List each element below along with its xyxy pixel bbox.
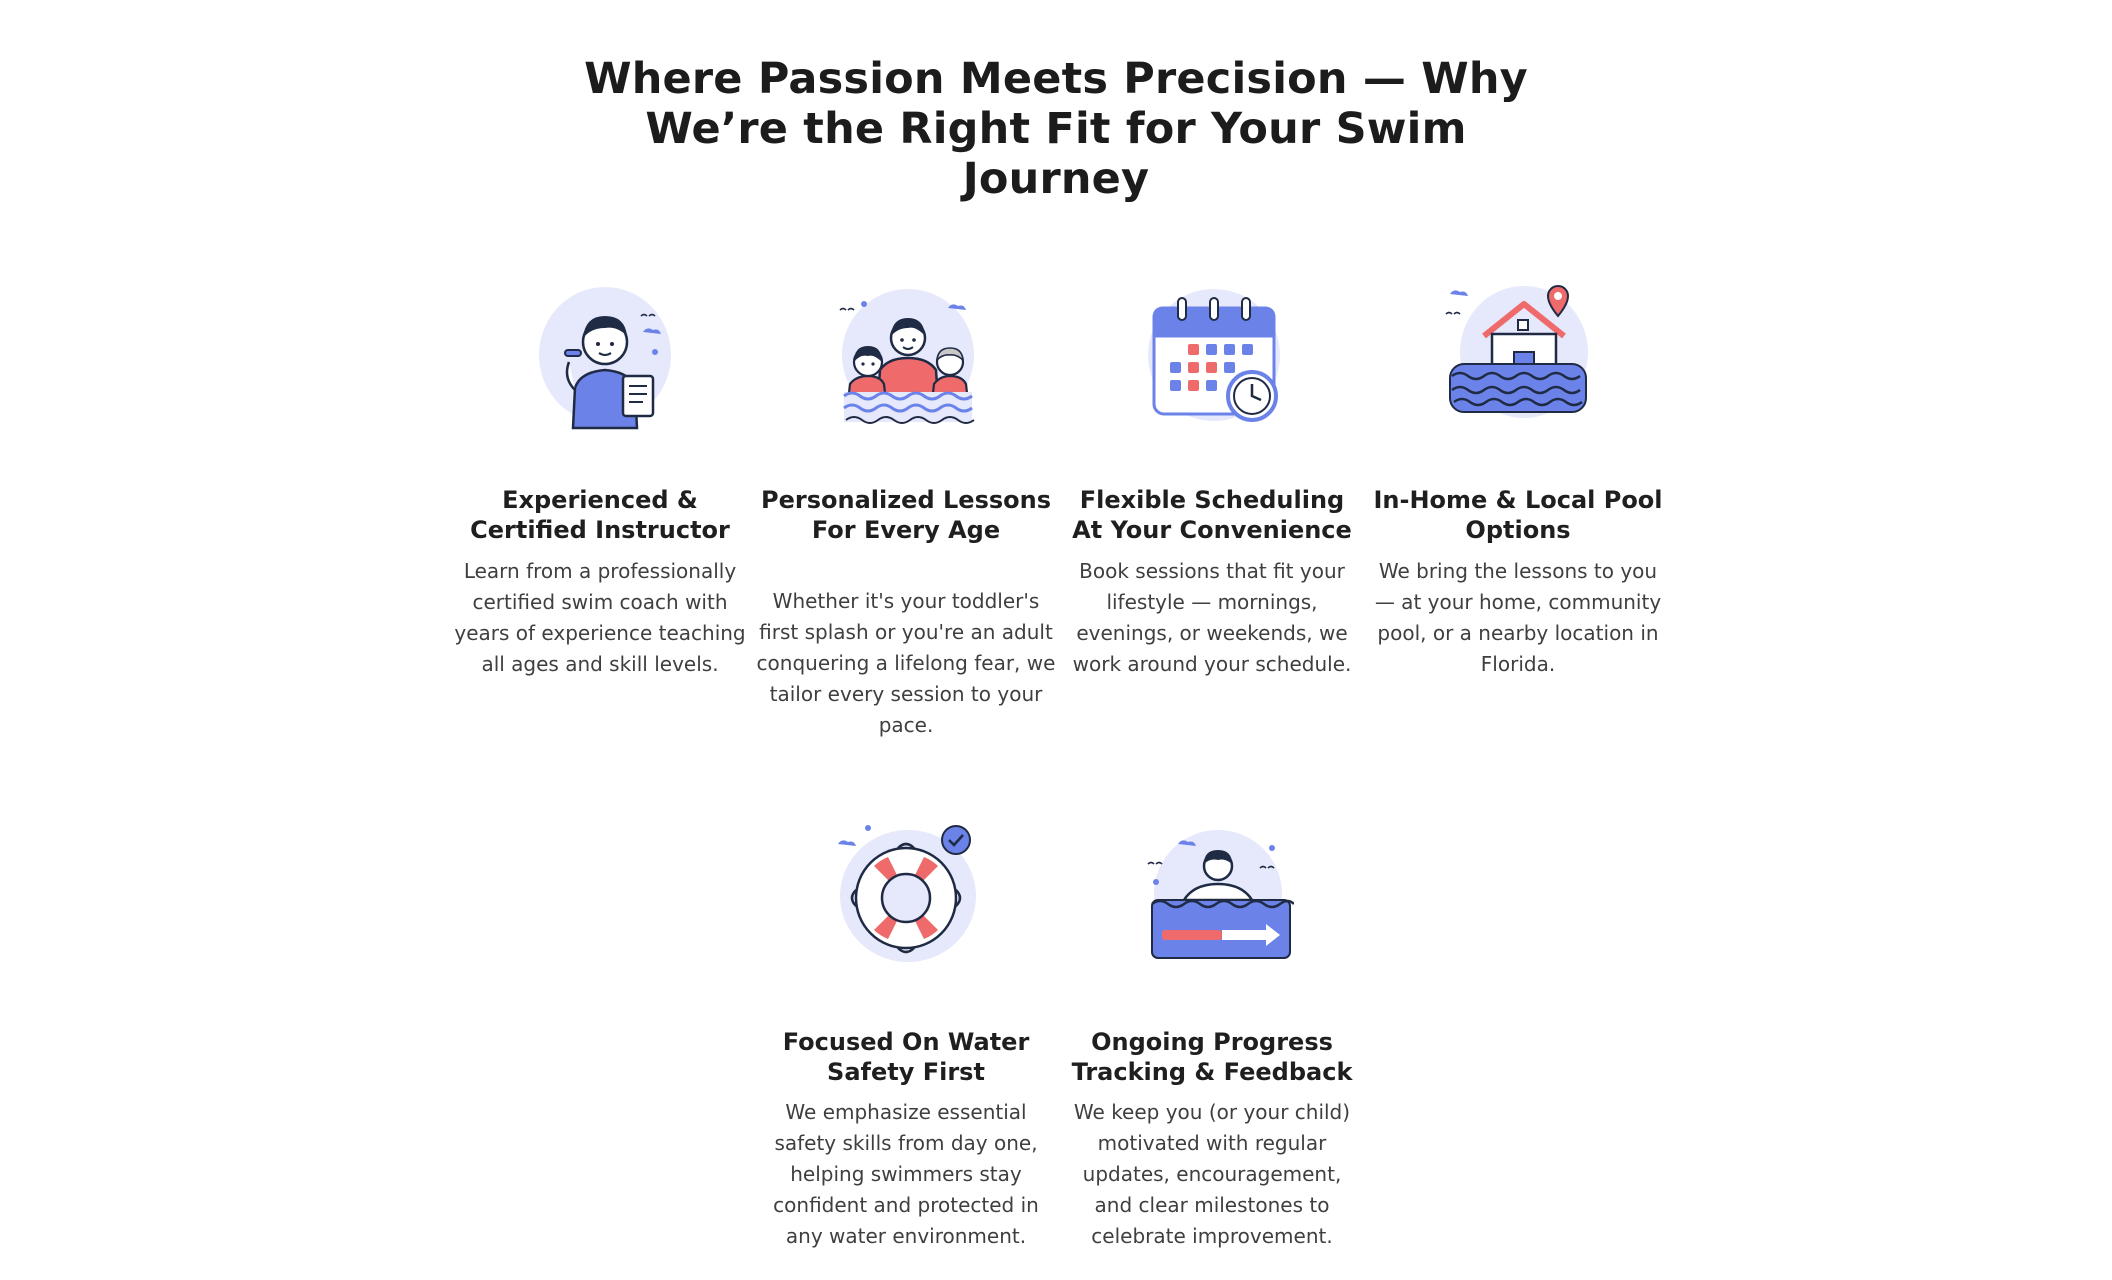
feature-title: Ongoing Progress Tracking & Feedback: [1071, 1028, 1353, 1086]
feature-title: Personalized Lessons For Every Age: [761, 486, 1051, 544]
feature-title: In-Home & Local Pool Options: [1373, 486, 1663, 544]
section-heading: Where Passion Meets Precision — Why We’re the Right Fit for Your Swim Journey: [584, 54, 1528, 204]
feature-description: We keep you (or your child) motivated with regular updates, encouragement, and clear milestones to celebrate improvement.: [1073, 1100, 1351, 1248]
instructor-icon: [525, 280, 685, 430]
feature-description: Whether it's your toddler's first splash or you're an adult conquering a lifelong fear, we tailor every session to your pace.: [756, 589, 1056, 737]
calendar-clock-icon: [1134, 280, 1294, 430]
feature-title: Flexible Scheduling At Your Convenience: [1072, 486, 1352, 544]
feature-title: Experienced & Certified Instructor: [470, 486, 730, 544]
progress-swimmer-icon: [1134, 820, 1294, 970]
feature-description: We emphasize essential safety skills from day one, helping swimmers stay confident and protected in any water environment.: [773, 1100, 1039, 1248]
feature-description: We bring the lessons to you — at your home, community pool, or a nearby location in Florida.: [1374, 559, 1662, 676]
feature-description: Learn from a professionally certified swim coach with years of experience teaching all ages and skill levels.: [454, 559, 746, 676]
home-pool-icon: [1440, 280, 1600, 430]
family-swimming-icon: [828, 280, 988, 430]
feature-description: Book sessions that fit your lifestyle — mornings, evenings, or weekends, we work around your schedule.: [1072, 559, 1352, 676]
life-ring-icon: [828, 820, 988, 970]
feature-title: Focused On Water Safety First: [782, 1028, 1030, 1086]
